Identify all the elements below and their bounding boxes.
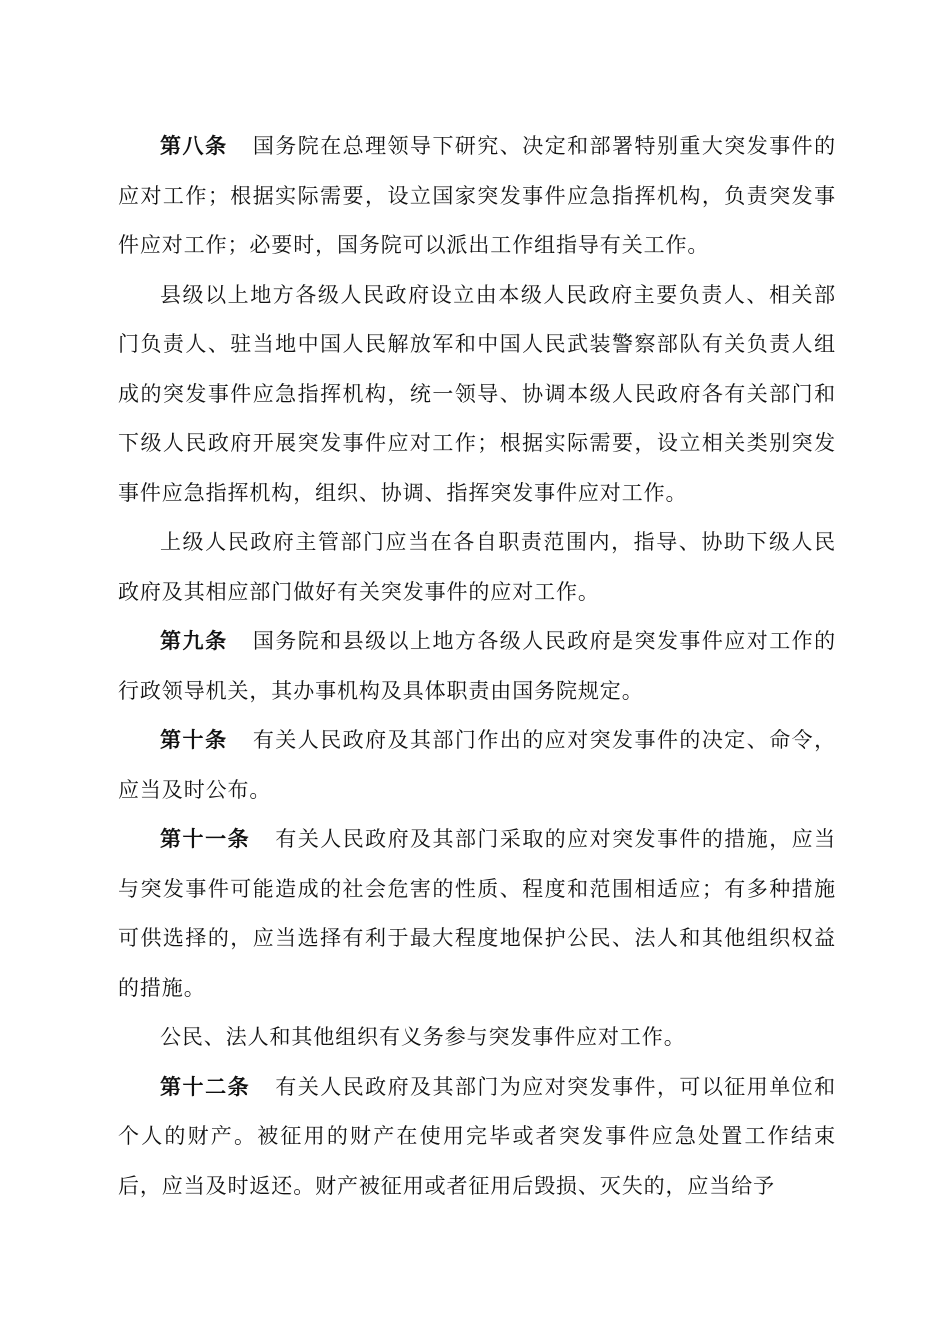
article-label: 第十条 bbox=[160, 728, 228, 752]
article-8-paragraph-2 bbox=[118, 271, 836, 519]
paragraph-text: 有关人民政府及其部门为应对突发事件，可以征用单位和个人的财产。被征用的财产在使用完毕或者突发事件应急处置工作结束后，应当及时返还。财产被征用或者征用后毁损、灭失的，应当给予 bbox=[118, 1074, 836, 1198]
article-12-paragraph bbox=[118, 1063, 836, 1212]
article-label: 第十一条 bbox=[160, 827, 251, 851]
paragraph-text: 有关人民政府及其部门采取的应对突发事件的措施，应当与突发事件可能造成的社会危害的性质、程度和范围相适应；有多种措施可供选择的，应当选择有利于最大程度地保护公民、法人和其他组织权益的措施。 bbox=[118, 827, 836, 1000]
paragraph-text: 上级人民政府主管部门应当在各自职责范围内，指导、协助下级人民政府及其相应部门做好有关突发事件的应对工作。 bbox=[118, 530, 836, 604]
paragraph-text: 国务院在总理领导下研究、决定和部署特别重大突发事件的应对工作；根据实际需要，设立国家突发事件应急指挥机构，负责突发事件应对工作；必要时，国务院可以派出工作组指导有关工作。 bbox=[118, 134, 836, 257]
article-8-paragraph-3 bbox=[118, 518, 836, 617]
article-label: 第九条 bbox=[160, 629, 228, 653]
article-10-paragraph bbox=[118, 716, 836, 815]
article-label: 第八条 bbox=[160, 134, 228, 158]
paragraph-text: 公民、法人和其他组织有义务参与突发事件应对工作。 bbox=[160, 1025, 686, 1049]
paragraph-text: 县级以上地方各级人民政府设立由本级人民政府主要负责人、相关部门负责人、驻当地中国人民解放军和中国人民武装警察部队有关负责人组成的突发事件应急指挥机构，统一领导、协调本级人民政府各有关部门和下级人民政府开展突发事件应对工作；根据实际需要，设立相关类别突发事件应急指挥机构，组织、协调、指挥突发事件应对工作。 bbox=[118, 282, 836, 505]
paragraph-text: 国务院和县级以上地方各级人民政府是突发事件应对工作的行政领导机关，其办事机构及具体职责由国务院规定。 bbox=[118, 629, 836, 703]
document-page bbox=[118, 122, 836, 1211]
article-11-paragraph bbox=[118, 815, 836, 1013]
article-11-paragraph-2 bbox=[118, 1013, 836, 1063]
article-label: 第十二条 bbox=[160, 1074, 251, 1099]
article-8-paragraph bbox=[118, 122, 836, 271]
paragraph-text: 有关人民政府及其部门作出的应对突发事件的决定、命令，应当及时公布。 bbox=[118, 728, 836, 802]
article-9-paragraph bbox=[118, 617, 836, 716]
